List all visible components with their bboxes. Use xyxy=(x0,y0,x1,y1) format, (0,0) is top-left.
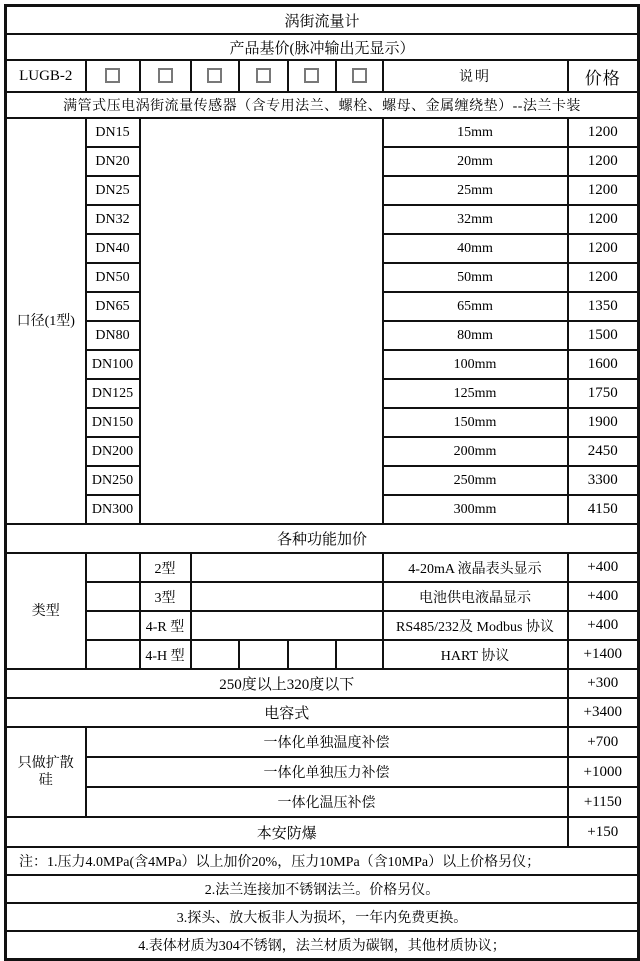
dn-cell: DN32 xyxy=(86,205,140,234)
table-row xyxy=(6,847,639,875)
table-row xyxy=(6,875,639,903)
price-cell: +300 xyxy=(568,669,639,698)
model-option-cell xyxy=(336,60,383,92)
diameter-section-label: 口径(1型) xyxy=(6,118,86,524)
dn-cell: DN125 xyxy=(86,379,140,408)
table-row xyxy=(6,787,639,817)
checkbox-icon xyxy=(352,68,367,83)
table-row xyxy=(6,669,639,698)
note-4: 4.表体材质为304不锈钢，法兰材质为碳钢，其他材质协议； xyxy=(6,931,639,960)
size-cell: 32mm xyxy=(383,205,568,234)
type-section-label: 类型 xyxy=(6,553,86,669)
price-cell: 1200 xyxy=(568,205,639,234)
empty-spacer-cell xyxy=(86,640,140,669)
size-cell: 150mm xyxy=(383,408,568,437)
empty-spacer-cell xyxy=(140,118,383,524)
empty-spacer-cell xyxy=(86,553,140,582)
model-option-cell xyxy=(191,60,239,92)
type-desc-cell: 电池供电液晶显示 xyxy=(383,582,568,611)
type-cell: 3型 xyxy=(140,582,191,611)
price-cell: 1900 xyxy=(568,408,639,437)
size-cell: 80mm xyxy=(383,321,568,350)
dn-cell: DN300 xyxy=(86,495,140,524)
description-header: 说明 xyxy=(383,60,568,92)
type-cell: 2型 xyxy=(140,553,191,582)
dn-cell: DN200 xyxy=(86,437,140,466)
price-cell: 1200 xyxy=(568,234,639,263)
addons-section-title: 各种功能加价 xyxy=(6,524,639,553)
type-desc-cell: HART 协议 xyxy=(383,640,568,669)
dn-cell: DN50 xyxy=(86,263,140,292)
empty-spacer-cell xyxy=(288,640,336,669)
price-cell: +1150 xyxy=(568,787,639,817)
type-cell: 4-H 型 xyxy=(140,640,191,669)
size-cell: 300mm xyxy=(383,495,568,524)
size-cell: 125mm xyxy=(383,379,568,408)
type-cell: 4-R 型 xyxy=(140,611,191,640)
empty-spacer-cell xyxy=(191,553,383,582)
empty-spacer-cell xyxy=(86,582,140,611)
empty-spacer-cell xyxy=(191,582,383,611)
table-row xyxy=(6,582,639,611)
size-cell: 200mm xyxy=(383,437,568,466)
price-cell: +150 xyxy=(568,817,639,847)
price-cell: +1400 xyxy=(568,640,639,669)
table-row xyxy=(6,698,639,727)
checkbox-icon xyxy=(207,68,222,83)
size-cell: 250mm xyxy=(383,466,568,495)
dn-cell: DN20 xyxy=(86,147,140,176)
type-desc-cell: 4-20mA 液晶表头显示 xyxy=(383,553,568,582)
size-cell: 50mm xyxy=(383,263,568,292)
price-header: 价格 xyxy=(568,60,639,92)
dn-cell: DN40 xyxy=(86,234,140,263)
checkbox-icon xyxy=(256,68,271,83)
size-cell: 100mm xyxy=(383,350,568,379)
silicon-section-label xyxy=(6,727,86,817)
price-cell: 1350 xyxy=(568,292,639,321)
compensation-desc-cell: 一体化单独温度补偿 xyxy=(86,727,568,757)
price-cell: 1750 xyxy=(568,379,639,408)
empty-spacer-cell xyxy=(86,611,140,640)
note-3: 3.探头、放大板非人为损坏，一年内免费更换。 xyxy=(6,903,639,931)
model-option-cell xyxy=(140,60,191,92)
table-row xyxy=(6,640,639,669)
checkbox-icon xyxy=(158,68,173,83)
price-table xyxy=(4,4,640,961)
surcharge-desc-cell: 250度以上320度以下 xyxy=(6,669,568,698)
dn-cell: DN100 xyxy=(86,350,140,379)
dn-cell: DN250 xyxy=(86,466,140,495)
size-cell: 40mm xyxy=(383,234,568,263)
empty-spacer-cell xyxy=(191,640,239,669)
silicon-section-label-text: 只做扩散硅 xyxy=(17,756,74,788)
size-cell: 15mm xyxy=(383,118,568,147)
size-cell: 25mm xyxy=(383,176,568,205)
table-row xyxy=(6,118,639,147)
surcharge-desc-cell: 电容式 xyxy=(6,698,568,727)
table-row xyxy=(6,817,639,847)
model-option-cell xyxy=(288,60,336,92)
table-row xyxy=(6,931,639,960)
size-cell: 20mm xyxy=(383,147,568,176)
price-cell: +1000 xyxy=(568,757,639,787)
compensation-desc-cell: 一体化温压补偿 xyxy=(86,787,568,817)
dn-cell: DN65 xyxy=(86,292,140,321)
price-cell: +3400 xyxy=(568,698,639,727)
price-cell: 1200 xyxy=(568,176,639,205)
compensation-desc-cell: 一体化单独压力补偿 xyxy=(86,757,568,787)
safety-desc-cell: 本安防爆 xyxy=(6,817,568,847)
dn-cell: DN15 xyxy=(86,118,140,147)
table-row xyxy=(6,553,639,582)
price-cell: 1200 xyxy=(568,147,639,176)
note-1: 注：1.压力4.0MPa(含4MPa）以上加价20%，压力10MPa（含10MPa）以上价格另仪； xyxy=(6,847,639,875)
base-price-subtitle: 产品基价(脉冲输出无显示） xyxy=(6,34,639,60)
note-2: 2.法兰连接加不锈钢法兰。价格另仪。 xyxy=(6,875,639,903)
price-cell: +700 xyxy=(568,727,639,757)
table-row xyxy=(6,757,639,787)
price-cell: 1500 xyxy=(568,321,639,350)
price-cell: 1200 xyxy=(568,118,639,147)
price-cell: +400 xyxy=(568,553,639,582)
model-option-cell xyxy=(239,60,288,92)
empty-spacer-cell xyxy=(239,640,288,669)
dn-cell: DN80 xyxy=(86,321,140,350)
price-cell: 2450 xyxy=(568,437,639,466)
checkbox-icon xyxy=(105,68,120,83)
checkbox-icon xyxy=(304,68,319,83)
empty-spacer-cell xyxy=(336,640,383,669)
table-row xyxy=(6,611,639,640)
price-cell: 3300 xyxy=(568,466,639,495)
table-row xyxy=(6,727,639,757)
model-code: LUGB-2 xyxy=(6,60,86,92)
model-option-cell xyxy=(86,60,140,92)
price-cell: 4150 xyxy=(568,495,639,524)
price-cell: 1600 xyxy=(568,350,639,379)
price-cell: 1200 xyxy=(568,263,639,292)
dn-cell: DN25 xyxy=(86,176,140,205)
table-row xyxy=(6,903,639,931)
dn-cell: DN150 xyxy=(86,408,140,437)
price-cell: +400 xyxy=(568,582,639,611)
type-desc-cell: RS485/232及 Modbus 协议 xyxy=(383,611,568,640)
size-cell: 65mm xyxy=(383,292,568,321)
price-cell: +400 xyxy=(568,611,639,640)
empty-spacer-cell xyxy=(191,611,383,640)
page-title: 涡街流量计 xyxy=(6,6,639,35)
sensor-description: 满管式压电涡街流量传感器（含专用法兰、螺栓、螺母、金属缠绕垫）--法兰卡装 xyxy=(6,92,639,118)
